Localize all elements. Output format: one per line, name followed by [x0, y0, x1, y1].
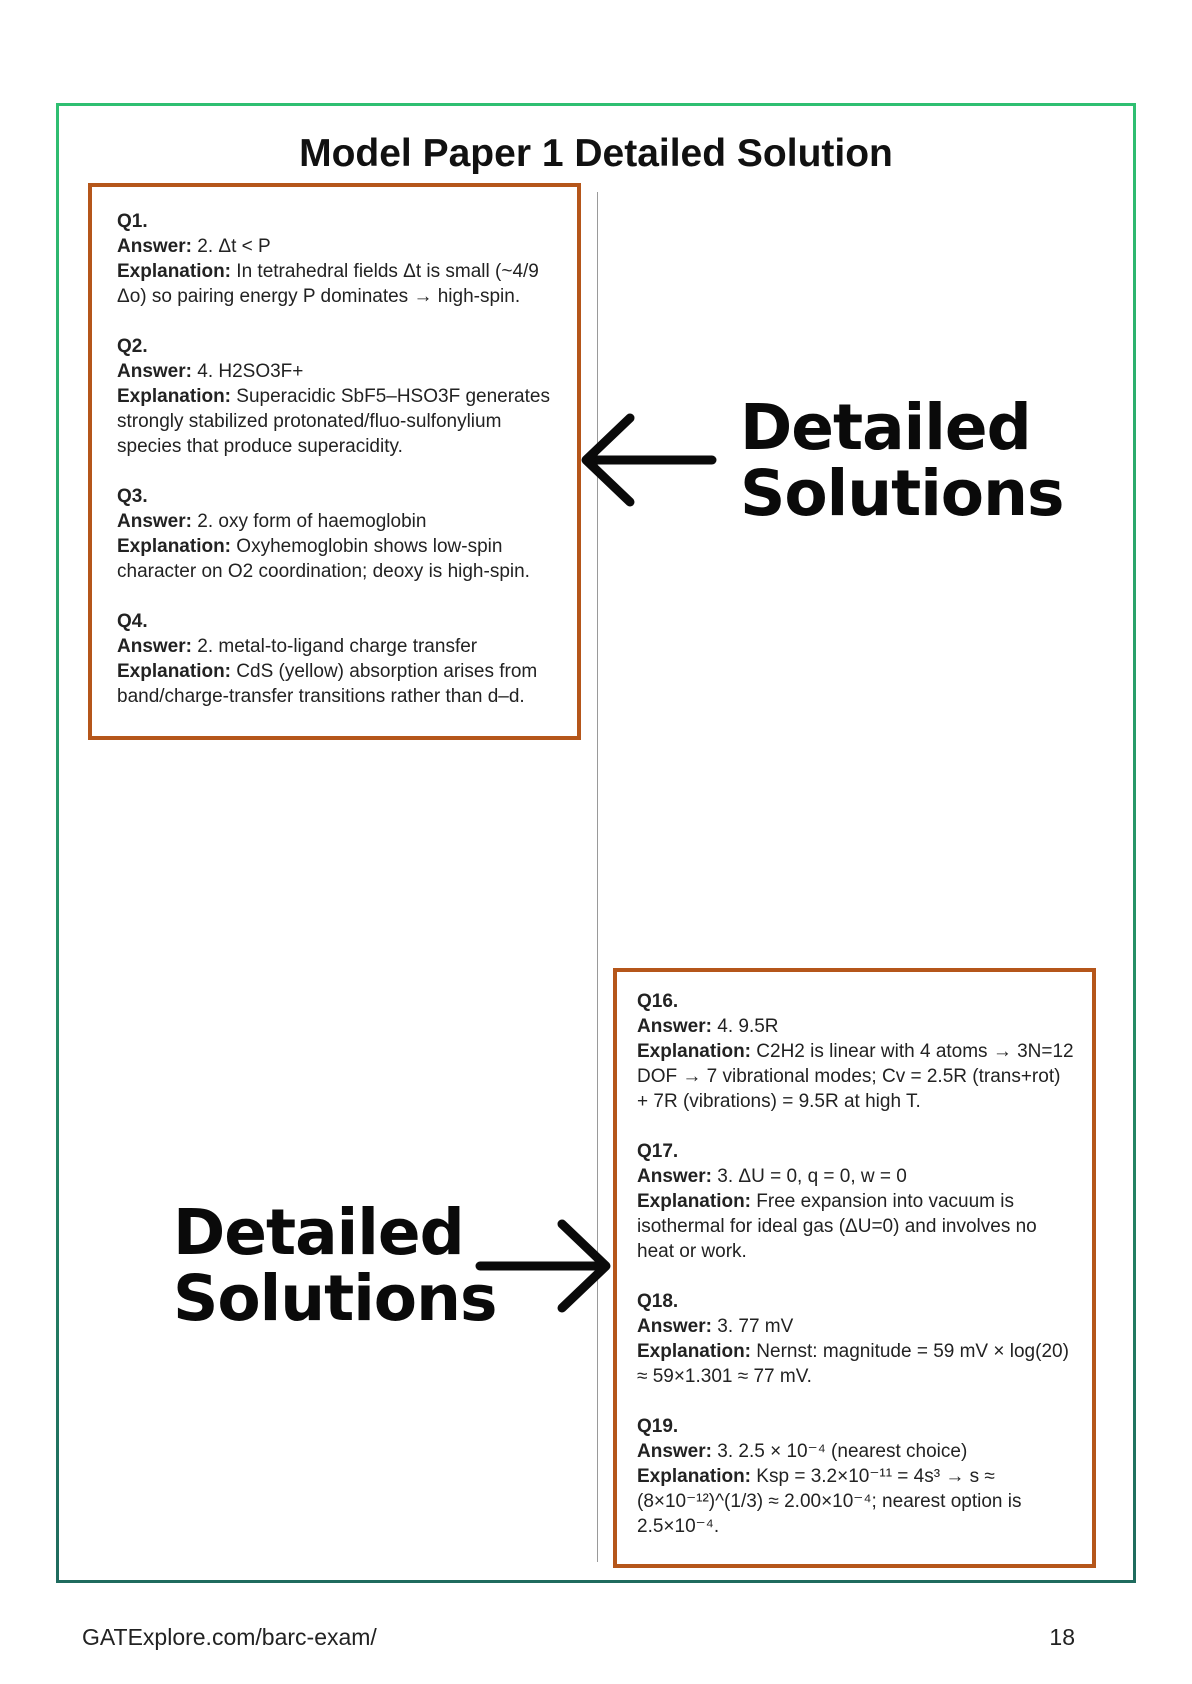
explanation-label: Explanation:	[117, 536, 232, 557]
answer-line	[117, 359, 559, 384]
page-number: 18	[1049, 1624, 1075, 1650]
column-divider	[597, 192, 598, 1562]
callout-bottom-line1: Detailed	[173, 1196, 464, 1269]
explanation-line	[637, 1039, 1074, 1114]
explanation-text: Ksp = 3.2×10⁻¹¹ = 4s³ → s ≈ (8×10⁻¹²)^(1/3) ≈ 2.00×10⁻⁴; nearest option is 2.5×10⁻⁴.	[637, 1466, 1022, 1537]
answer-text: 3. 77 mV	[717, 1316, 794, 1337]
answer-label: Answer:	[637, 1441, 712, 1462]
answer-text: 4. H2SO3F+	[197, 361, 304, 382]
callout-top	[740, 391, 1064, 530]
explanation-text: Oxyhemoglobin shows low-spin character on O2 coordination; deoxy is high-spin.	[117, 536, 530, 582]
question-number: Q3.	[117, 486, 148, 507]
explanation-text: Free expansion into vacuum is isothermal for ideal gas (ΔU=0) and involves no heat or work.	[637, 1191, 1037, 1262]
question-block	[637, 1139, 1074, 1264]
explanation-text: C2H2 is linear with 4 atoms → 3N=12 DOF → 7 vibrational modes; Cv = 2.5R (trans+rot) + 7R (vibrations) = 9.5R at high T.	[637, 1041, 1074, 1112]
page-title: Model Paper 1 Detailed Solution	[299, 132, 893, 175]
answer-label: Answer:	[117, 636, 192, 657]
answer-text: 4. 9.5R	[717, 1016, 779, 1037]
answer-label: Answer:	[117, 236, 192, 257]
answer-line	[637, 1014, 1074, 1039]
answer-line	[637, 1439, 1074, 1464]
solutions-box-right	[613, 968, 1096, 1568]
solutions-box-left	[88, 183, 581, 740]
answer-text: 2. oxy form of haemoglobin	[197, 511, 427, 532]
callout-bottom	[173, 1196, 497, 1335]
question-block	[637, 989, 1074, 1114]
explanation-label: Explanation:	[637, 1041, 752, 1062]
explanation-text: Nernst: magnitude = 59 mV × log(20) ≈ 59×1.301 ≈ 77 mV.	[637, 1341, 1069, 1387]
explanation-line	[117, 384, 559, 459]
explanation-label: Explanation:	[117, 261, 232, 282]
arrow-left-icon	[578, 412, 718, 508]
question-number: Q16.	[637, 991, 679, 1012]
question-number: Q2.	[117, 336, 148, 357]
explanation-line	[637, 1189, 1074, 1264]
answer-line	[117, 509, 559, 534]
answer-line	[637, 1314, 1074, 1339]
callout-top-line1: Detailed	[740, 391, 1031, 464]
explanation-label: Explanation:	[117, 386, 232, 407]
answer-label: Answer:	[637, 1016, 712, 1037]
answer-text: 3. ΔU = 0, q = 0, w = 0	[717, 1166, 907, 1187]
answer-text: 2. metal-to-ligand charge transfer	[197, 636, 478, 657]
question-number: Q17.	[637, 1141, 679, 1162]
callout-bottom-line2: Solutions	[173, 1262, 497, 1335]
question-block	[637, 1289, 1074, 1389]
answer-label: Answer:	[637, 1166, 712, 1187]
question-number: Q4.	[117, 611, 148, 632]
answer-label: Answer:	[117, 361, 192, 382]
question-block	[117, 609, 559, 709]
answer-line	[117, 634, 559, 659]
explanation-label: Explanation:	[637, 1191, 752, 1212]
question-block	[117, 209, 559, 309]
question-block	[117, 334, 559, 459]
explanation-label: Explanation:	[637, 1466, 752, 1487]
explanation-line	[117, 534, 559, 584]
question-block	[637, 1414, 1074, 1539]
answer-line	[117, 234, 559, 259]
explanation-text: Superacidic SbF5–HSO3F generates strongly stabilized protonated/fluo-sulfonylium species that produce superacidity.	[117, 386, 550, 457]
explanation-text: In tetrahedral fields Δt is small (~4/9 Δo) so pairing energy P dominates → high-spin.	[117, 261, 539, 307]
question-number: Q1.	[117, 211, 148, 232]
explanation-line	[637, 1464, 1074, 1539]
explanation-line	[117, 659, 559, 709]
explanation-label: Explanation:	[117, 661, 232, 682]
explanation-label: Explanation:	[637, 1341, 752, 1362]
explanation-line	[117, 259, 559, 309]
explanation-line	[637, 1339, 1074, 1389]
answer-label: Answer:	[117, 511, 192, 532]
callout-top-line2: Solutions	[740, 457, 1064, 530]
question-block	[117, 484, 559, 584]
explanation-text: CdS (yellow) absorption arises from band/charge-transfer transitions rather than d–d.	[117, 661, 538, 707]
question-number: Q19.	[637, 1416, 679, 1437]
answer-text: 3. 2.5 × 10⁻⁴ (nearest choice)	[717, 1441, 968, 1462]
answer-text: 2. Δt < P	[197, 236, 271, 257]
question-number: Q18.	[637, 1291, 679, 1312]
answer-label: Answer:	[637, 1316, 712, 1337]
footer-url: GATExplore.com/barc-exam/	[82, 1624, 377, 1650]
answer-line	[637, 1164, 1074, 1189]
